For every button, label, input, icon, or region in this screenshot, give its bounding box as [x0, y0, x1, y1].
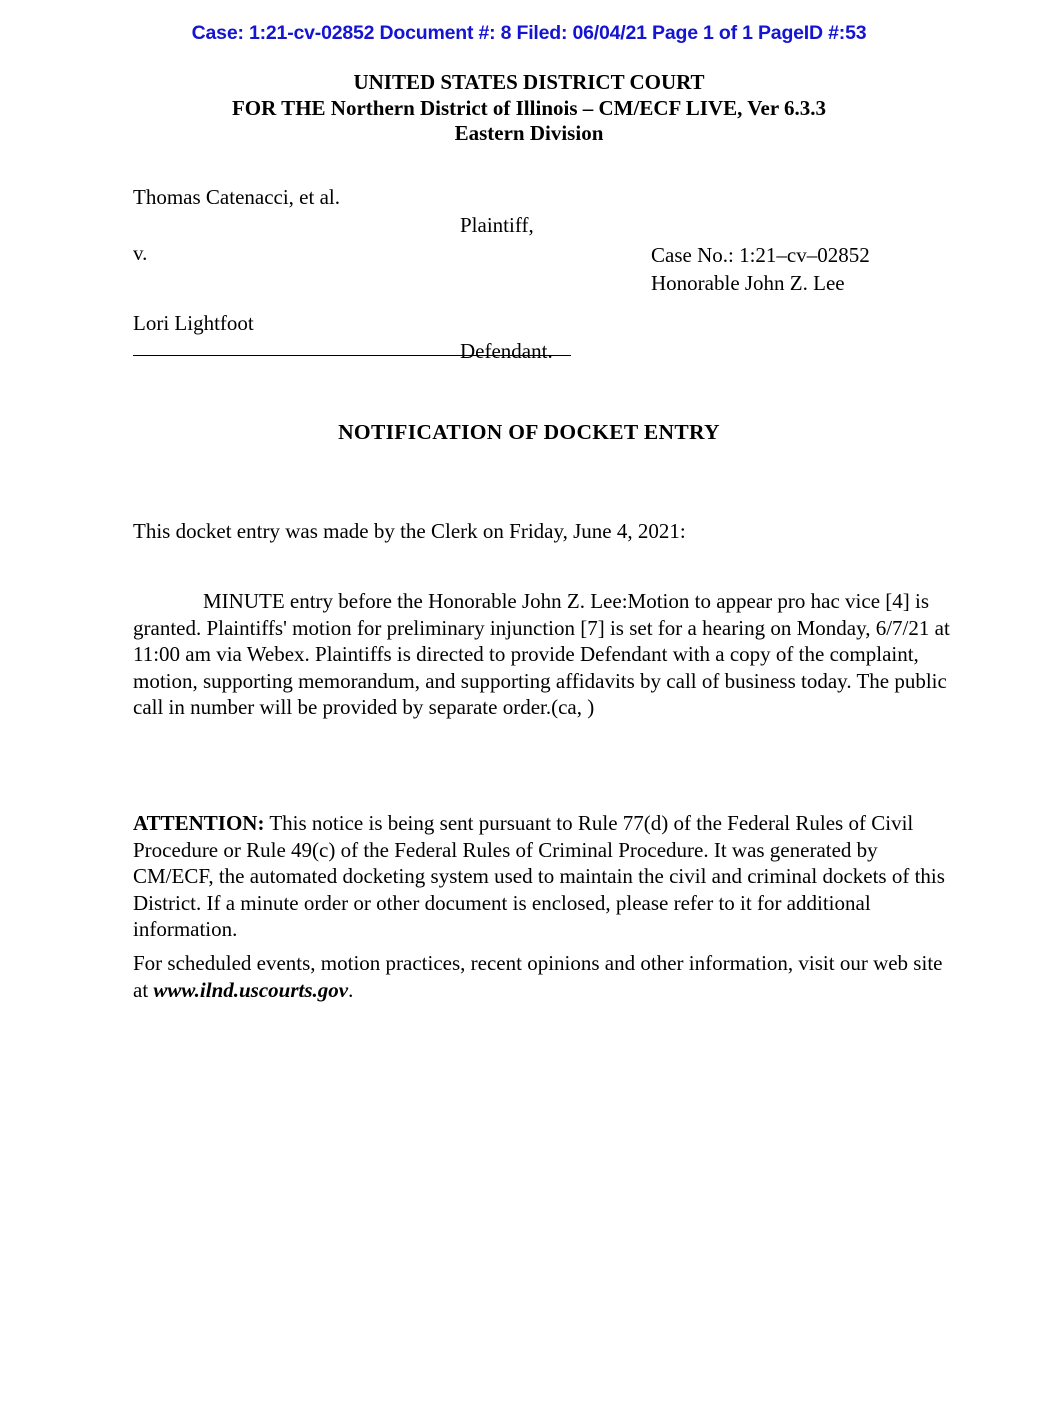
plaintiff-role: Plaintiff, — [460, 213, 534, 237]
judge-row — [133, 272, 933, 302]
court-district-line: FOR THE Northern District of Illinois – CM/ECF LIVE, Ver 6.3.3 — [231, 95, 827, 120]
website-note-trailing: . — [348, 977, 354, 1002]
page-title: NOTIFICATION OF DOCKET ENTRY — [338, 420, 720, 444]
defendant-role: Defendant. — [460, 339, 553, 363]
clerk-entry-line: This docket entry was made by the Clerk on Friday, June 4, 2021: — [133, 519, 686, 543]
ecf-header-stamp: Case: 1:21-cv-02852 Document #: 8 Filed: 06/04/21 Page 1 of 1 PageID #:53 — [191, 22, 867, 44]
attention-text: This notice is being sent pursuant to Rule 77(d) of the Federal Rules of Civil Procedure or Rule 49(c) of the Federal Rules of Criminal Procedure. It was generated by CM/ECF, the automated docketing system used to maintain the civil and criminal dockets of this District. If a minute order or other document is enclosed, please refer to it for additional information. — [133, 811, 945, 941]
versus-row — [133, 238, 933, 272]
case-caption — [133, 182, 933, 364]
court-name-line: UNITED STATES DISTRICT COURT — [353, 70, 705, 94]
attention-label: ATTENTION: — [133, 811, 265, 835]
defendant-role-row — [133, 338, 933, 364]
defendant-name: Lori Lightfoot — [133, 311, 254, 335]
website-note-paragraph — [133, 950, 961, 1003]
caption-divider — [133, 355, 571, 356]
minute-entry-text: MINUTE entry before the Honorable John Z. Lee:Motion to appear pro hac vice [4] is granted. Plaintiffs' motion for preliminary injunction [7] is set for a hearing on Monday, 6/7/21 at 11:00 am via Webex. Plaintiffs is directed to provide Defendant with a copy of the complaint, motion, supporting memorandum, and supporting affidavits by call of business today. The public call in number will be provided by separate order.(ca, ) — [133, 589, 950, 719]
plaintiff-role-row — [133, 212, 933, 238]
case-number: Case No.: 1:21–cv–02852 — [651, 243, 870, 267]
website-note-text: For scheduled events, motion practices, recent opinions and other information, visit our web site at — [133, 951, 943, 1002]
plaintiff-name: Thomas Catenacci, et al. — [133, 185, 340, 209]
court-website-link[interactable]: www.ilnd.uscourts.gov — [153, 977, 349, 1002]
court-division-line: Eastern Division — [454, 121, 604, 145]
judge-name: Honorable John Z. Lee — [651, 271, 845, 295]
minute-entry-block — [133, 588, 961, 721]
versus-label: v. — [133, 241, 148, 265]
attention-block — [133, 810, 961, 943]
court-heading — [0, 70, 1058, 147]
attention-paragraph — [133, 810, 961, 943]
website-note-block — [133, 950, 961, 1003]
